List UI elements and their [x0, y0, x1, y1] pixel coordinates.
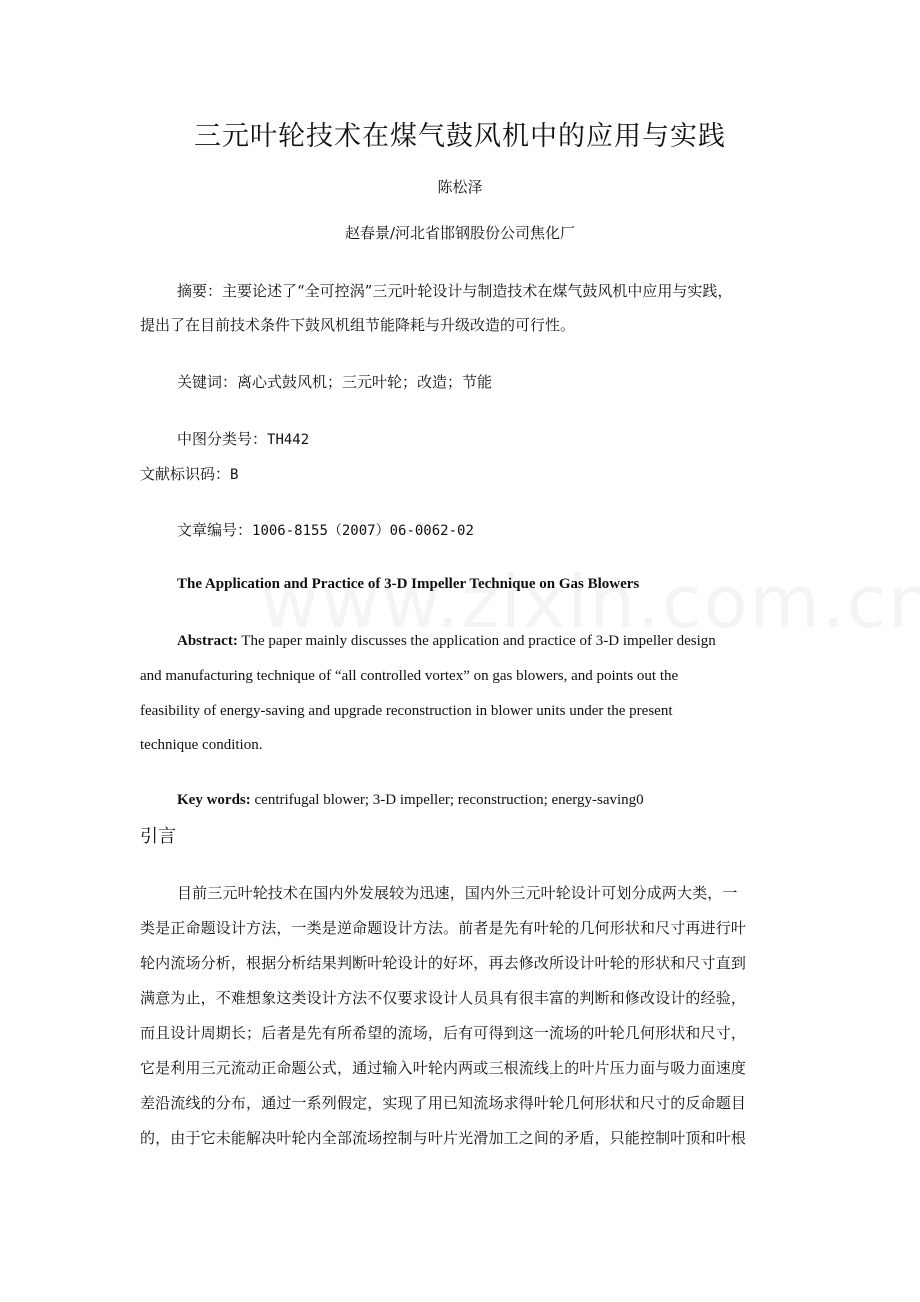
intro-line-5: 而且设计周期长；后者是先有所希望的流场，后有可得到这一流场的叶轮几何形状和尺寸， [140, 1024, 747, 1042]
intro-line-8: 的，由于它未能解决叶轮内全部流场控制与叶片光滑加工之间的矛盾，只能控制叶顶和叶根 [140, 1129, 747, 1147]
abstract-en-line-3: feasibility of energy-saving and upgrade reconstruction in blower units under the present [140, 703, 673, 719]
abstract-cn-line-2: 提出了在目前技术条件下鼓风机组节能降耗与升级改造的可行性。 [140, 316, 576, 334]
keywords-en-label: Key words: [177, 792, 251, 808]
intro-line-4: 满意为止，不难想象这类设计方法不仅要求设计人员具有很丰富的判断和修改设计的经验， [140, 989, 747, 1007]
clc-number [177, 428, 780, 449]
abstract-cn-label: 摘要： [177, 282, 223, 300]
abstract-en-line-1: Abstract: The paper mainly discusses the application and practice of 3-D impeller design [177, 633, 716, 649]
clc-label: 中图分类号： [177, 430, 268, 448]
intro-line-6: 它是利用三元流动正命题公式，通过输入叶轮内两或三根流线上的叶片压力面与吸力面速度 [140, 1059, 747, 1077]
keywords-cn-text: 离心式鼓风机；三元叶轮；改造；节能 [237, 373, 493, 391]
intro-line-3: 轮内流场分析，根据分析结果判断叶轮设计的好坏，再去修改所设计叶轮的形状和尺寸直到 [140, 954, 747, 972]
article-number [177, 519, 780, 540]
paper-title: 三元叶轮技术在煤气鼓风机中的应用与实践 [194, 121, 726, 152]
affiliation-org: /河北省邯钢股份公司焦化厂 [389, 224, 576, 242]
affiliation [0, 222, 920, 243]
section-heading-intro: 引言 [140, 826, 176, 847]
keywords-en [177, 792, 780, 809]
doc-code-value: B [230, 467, 239, 483]
article-no-value: 1006-8155（2007）06-0062-02 [252, 523, 474, 539]
keywords-cn [177, 371, 780, 392]
clc-value: TH442 [267, 432, 310, 448]
affiliation-name: 赵春景 [344, 224, 390, 242]
abstract-en-line-4: technique condition. [140, 737, 263, 753]
english-title: The Application and Practice of 3-D Impeller Technique on Gas Blowers [177, 576, 640, 592]
intro-line-7: 差沿流线的分布，通过一系列假定，实现了用已知流场求得叶轮几何形状和尺寸的反命题目 [140, 1094, 747, 1112]
document-code [140, 463, 780, 484]
intro-line-1: 目前三元叶轮技术在国内外发展较为迅速，国内外三元叶轮设计可划分成两大类，一 [177, 884, 738, 902]
abstract-cn-line-1: 摘要：主要论述了“全可控涡”三元叶轮设计与制造技术在煤气鼓风机中应用与实践， [177, 282, 733, 300]
keywords-cn-label: 关键词： [177, 373, 238, 391]
abstract-en-label: Abstract: [177, 633, 238, 649]
doc-code-label: 文献标识码： [140, 465, 231, 483]
article-no-label: 文章编号： [177, 521, 253, 539]
keywords-en-text: centrifugal blower; 3-D impeller; reconstruction; energy-saving0 [250, 792, 644, 808]
abstract-en-line-2: and manufacturing technique of “all controlled vortex” on gas blowers, and points out the [140, 668, 679, 684]
intro-line-2: 类是正命题设计方法，一类是逆命题设计方法。前者是先有叶轮的几何形状和尺寸再进行叶 [140, 919, 747, 937]
author: 陈松泽 [437, 178, 483, 196]
watermark [260, 560, 680, 644]
